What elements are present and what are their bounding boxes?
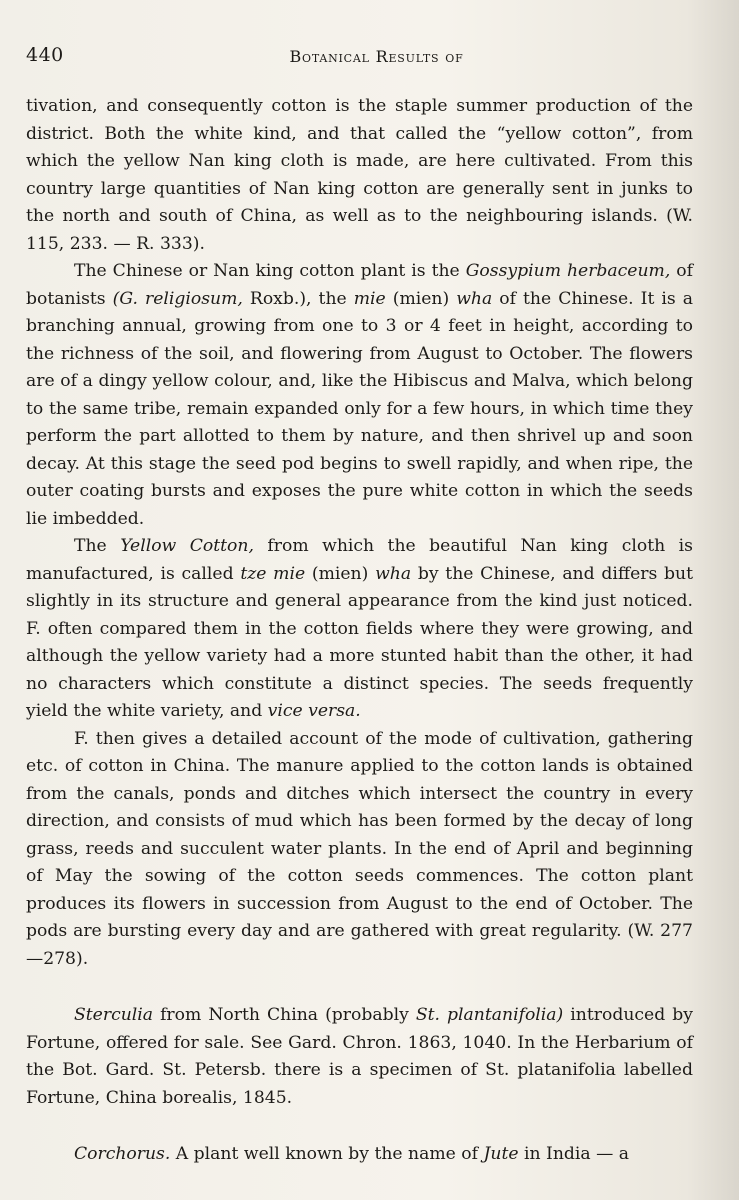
body-text <box>26 93 693 1169</box>
italic-text: St. plantanifolia) <box>415 1005 564 1025</box>
text-segment: of botanists <box>26 261 693 309</box>
page-number: 440 <box>26 44 64 66</box>
paragraph-nanking-cotton <box>26 258 693 533</box>
paragraph-cotton-intro <box>26 93 693 258</box>
italic-text: Sterculia <box>74 1005 154 1025</box>
italic-text: wha <box>375 563 412 584</box>
italic-text: Gossypium herbaceum, <box>465 261 671 281</box>
text-segment: in India — a <box>518 1144 629 1164</box>
text-segment: by the Chinese, and differs but slightly in its structure and general appearance from the kind just noticed. F. often compared them in the cotton fields where they were growing, and although the yellow variety had a more stunted habit than the other, it had no characters which constitute a distinct species. The seeds frequently yield the white variety, and <box>26 563 693 721</box>
paragraph-sterculia <box>26 1002 693 1112</box>
italic-text: mie <box>353 288 386 309</box>
italic-text: wha <box>456 288 493 309</box>
text-segment: A plant well known by the name of <box>170 1144 484 1164</box>
text-segment: from which the beautiful Nan king cloth is manufactured, is called <box>26 536 694 584</box>
italic-text: tze mie <box>240 563 306 584</box>
text-segment: (mien) <box>305 563 376 584</box>
italic-text: Jute <box>483 1144 519 1164</box>
italic-text: Yellow Cotton, <box>120 536 254 556</box>
running-head: Botanical Results of <box>289 47 464 66</box>
text-segment: tivation, and consequently cotton is the staple summer production of the district. Both the white kind, and that called the “yellow cotton”, from which the yellow Nan king cloth is made, are here cultivated. From this country large quantities of Nan king cotton are generally sent in junks to the north and south of China, as well as to the neighbouring islands. (W. 115, 233. — R. 333). <box>26 96 693 254</box>
text-segment: (mien) <box>385 288 457 309</box>
text-segment: introduced by Fortune, offered for sale. See Gard. Chron. 1863, 1040. In the Herbarium of the Bot. Gard. St. Petersb. there is a specimen of St. platanifolia labelled Fortune, China borealis, 1845. <box>26 1005 693 1108</box>
paragraph-yellow-cotton <box>26 533 693 726</box>
text-segment: The Chinese or Nan king cotton plant is the <box>74 261 466 281</box>
page-header <box>24 44 699 72</box>
italic-text: Corchorus. <box>74 1144 171 1164</box>
text-segment: Roxb.), the <box>242 288 354 309</box>
paragraph-cultivation <box>26 726 693 974</box>
paragraph-corchorus <box>26 1141 693 1169</box>
text-segment: of the Chinese. It is a branching annual, growing from one to 3 or 4 feet in height, according to the richness of the soil, and flowering from August to October. The flowers are of a dingy yellow colour, and, like the Hibiscus and Malva, which belong to the same tribe, remain expanded only for a few hours, in which time they perform the part allotted to them by nature, and then shrivel up and soon decay. At this stage the seed pod begins to swell rapidly, and when ripe, the outer coating bursts and exposes the pure white cotton in which the seeds lie imbedded. <box>26 288 693 529</box>
text-segment: F. then gives a detailed account of the mode of cultivation, gathering etc. of cotton in China. The manure applied to the cotton lands is obtained from the canals, ponds and ditches which intersect the country in every direction, and consists of mud which has been formed by the decay of long grass, reeds and succulent water plants. In the end of April and beginning of May the sowing of the cotton seeds commences. The cotton plant produces its flowers in succession from August to the end of October. The pods are bursting every day and are gathered with great regularity. (W. 277—278). <box>26 728 693 969</box>
italic-text: (G. religiosum, <box>112 288 243 309</box>
text-segment: from North China (probably <box>153 1005 416 1025</box>
text-segment: The <box>74 536 121 556</box>
italic-text: vice versa. <box>267 701 361 721</box>
